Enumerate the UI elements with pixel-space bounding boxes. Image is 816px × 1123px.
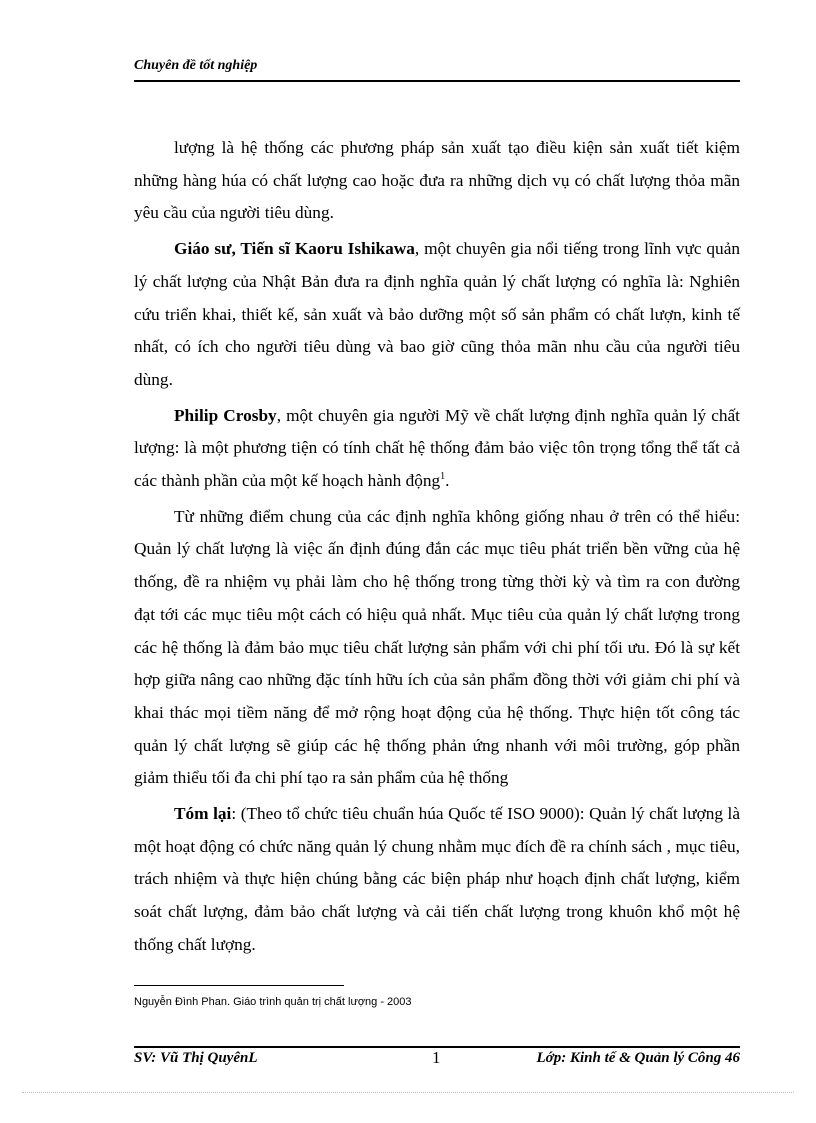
paragraph-text: lượng là hệ thống các phương pháp sản xuất tạo điều kiện sản xuất tiết kiệm những hàng húa có chất lượng cao hoặc đưa ra những dịch vụ có chất lượng thỏa mãn yêu cầu của người tiêu dùng. <box>134 138 740 223</box>
paragraph-lead: Giáo sư, Tiến sĩ Kaoru Ishikawa <box>174 239 415 259</box>
paragraph-lead: Tóm lại <box>174 804 232 824</box>
footnote <box>134 996 740 1008</box>
paragraph-tail: . <box>445 471 450 491</box>
page-footer <box>134 1048 740 1072</box>
footnote-text: Nguyễn Đình Phan. Giáo trình quản trị chất lượng - 2003 <box>134 996 412 1008</box>
header-title: Chuyên đề tốt nghiệp <box>134 58 258 73</box>
paragraph-3 <box>134 400 740 498</box>
page-header <box>134 56 740 82</box>
paragraph-text: : (Theo tổ chức tiêu chuẩn húa Quốc tế ISO 9000): Quản lý chất lượng là một hoạt động có chức năng quản lý chung nhằm mục đích đề ra chính sách , mục tiêu, trách nhiệm và thực hiện chúng bằng các biện pháp như hoạch định chất lượng, kiểm soát chất lượng, đảm bảo chất lượng và cải tiến chất lượng trong khuôn khổ một hệ thống chất lượng. <box>134 804 740 954</box>
paragraph-text: Từ những điểm chung của các định nghĩa không giống nhau ở trên có thể hiểu: Quản lý chất lượng là việc ấn định đúng đắn các mục tiêu phát triển bền vững của hệ thống, đề ra nhiệm vụ phải làm cho hệ thống trong từng thời kỳ và tìm ra con đường đạt tới các mục tiêu một cách có hiệu quả nhất. Mục tiêu của quản lý chất lượng trong các hệ thống là đảm bảo mục tiêu chất lượng sản phẩm với chi phí tối ưu. Đó là sự kết hợp giữa nâng cao những đặc tính hữu ích của sản phẩm đồng thời với giảm chi phí và khai thác mọi tiềm năng để mở rộng hoạt động của hệ thống. Thực hiện tốt công tác quản lý chất lượng sẽ giúp các hệ thống phản ứng nhanh với môi trường, góp phần giảm thiểu tối đa chi phí tạo ra sản phẩm của hệ thống <box>134 506 740 788</box>
paragraph-text: , một chuyên gia nổi tiếng trong lĩnh vực quản lý chất lượng của Nhật Bản đưa ra định nghĩa quản lý chất lượng có nghĩa là: Nghiên cứu triển khai, thiết kế, sản xuất và bảo dưỡng một số sản phẩm có chất lượn, kinh tế nhất, có ích cho người tiêu dùng và bao giờ cũng thỏa mãn nhu cầu của người tiêu dùng. <box>134 239 741 389</box>
paragraph-text: , một chuyên gia người Mỹ về chất lượng định nghĩa quản lý chất lượng: là một phương tiện có tính chất hệ thống đảm bảo việc tôn trọng tổng thể tất cả các thành phần của một kế hoạch hành động <box>134 405 740 491</box>
paragraph-lead: Philip Crosby <box>174 405 277 425</box>
footnote-reference[interactable]: 1 <box>440 471 446 483</box>
paragraph-4 <box>134 501 740 795</box>
footnote-separator <box>134 985 344 986</box>
paragraph-1 <box>134 132 740 230</box>
footer-class: Lớp: Kinh tế & Quản lý Công 46 <box>536 1050 740 1066</box>
page-number: 1 <box>432 1048 441 1067</box>
paragraph-5 <box>134 798 740 962</box>
footer-student: SV: Vũ Thị QuyênL <box>134 1050 258 1066</box>
body-text <box>134 132 740 965</box>
page-bottom-edge <box>22 1092 794 1093</box>
paragraph-2 <box>134 233 740 397</box>
